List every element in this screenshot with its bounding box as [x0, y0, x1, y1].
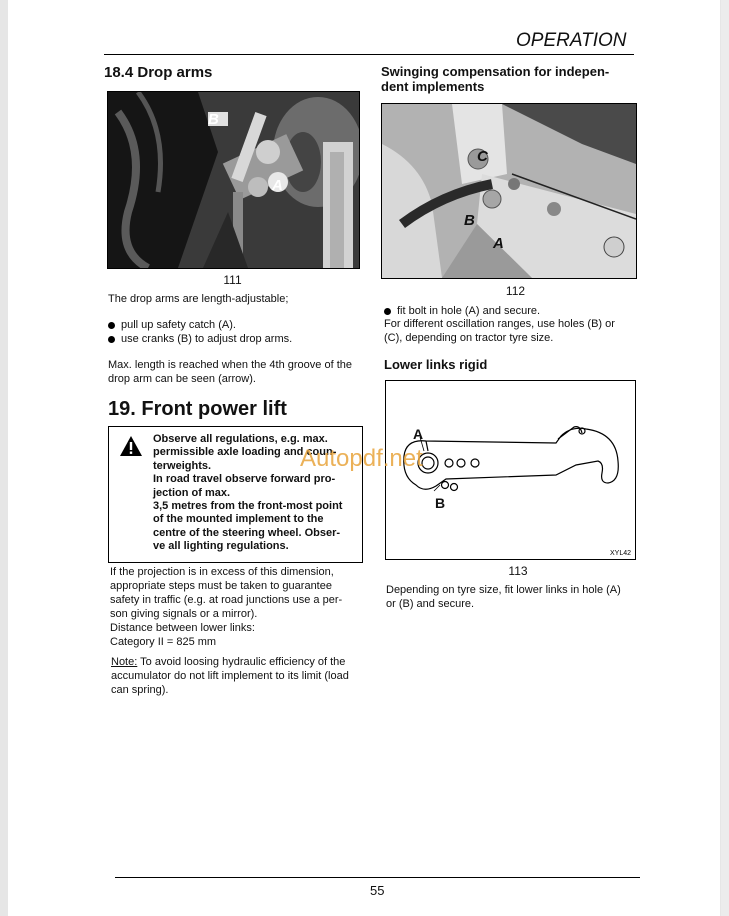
bullet-icon [108, 322, 115, 329]
depending-paragraph: Depending on tyre size, fit lower links in hole (A) or (B) and secure. [386, 584, 621, 610]
drop-arms-bullet: pull up safety catch (A). [108, 318, 236, 332]
footer-rule [115, 877, 640, 878]
swinging-compensation-photo-illustration [382, 104, 636, 278]
warning-triangle-icon [119, 435, 143, 457]
max-length-line-1: Max. length is reached when the 4th groove of the [108, 359, 352, 371]
vertical-scrollbar[interactable] [721, 0, 729, 916]
figure-111-photo [107, 91, 360, 269]
header-title: OPERATION [516, 30, 627, 51]
oscillation-paragraph: For different oscillation ranges, use holes (B) or (C), depending on tractor tyre size. [384, 318, 615, 344]
lower-link-line-drawing [386, 381, 635, 559]
section-title-drop-arms: 18.4 Drop arms [104, 64, 213, 81]
fig111-label-b: B [208, 111, 219, 128]
projection-paragraph: If the projection is in excess of this dimension, appropriate steps must be taken to guarantee safety in traffic (e.g. at road junctions use a per- son giving signals or a mirror). Distance between lower links: Category II = 825 mm [110, 566, 343, 648]
fig112-label-b: B [464, 212, 475, 229]
figure-112-caption: 112 [505, 284, 526, 298]
manual-page [8, 0, 720, 916]
note-label: Note: [111, 656, 138, 668]
fig112-label-a: A [493, 235, 504, 252]
section-title-swinging-compensation: Swinging compensation for indepen- dent implements [381, 64, 610, 94]
max-length-line-2: drop arm can be seen (arrow). [108, 373, 256, 385]
figure-111-caption: 111 [223, 273, 242, 287]
note-paragraph: Note: To avoid loosing hydraulic efficiency of the accumulator do not lift implement to its limit (load can spring). [111, 656, 349, 696]
fig111-label-a: A [272, 177, 283, 194]
bullet-icon [108, 336, 115, 343]
warning-text: Observe all regulations, e.g. max. permissible axle loading and coun- terweights. In road travel observe forward pro- jection of max. 3,5 metres from the front-most point of the mounted implement to the centre of the steering wheel. Obser- ve all lighting regulations. [153, 433, 343, 553]
watermark-text: Autopdf.net [300, 445, 423, 472]
drop-arms-intro: The drop arms are length-adjustable; [108, 293, 289, 305]
figure-112-photo [381, 103, 637, 279]
drop-arm-photo-illustration [108, 92, 359, 268]
swinging-bullet: fit bolt in hole (A) and secure. [384, 304, 540, 318]
drop-arms-bullet: use cranks (B) to adjust drop arms. [108, 332, 292, 346]
bullet-icon [384, 308, 391, 315]
section-title-lower-links-rigid: Lower links rigid [384, 357, 488, 372]
figure-113-caption: 113 [508, 564, 528, 578]
section-title-front-power-lift: 19. Front power lift [108, 398, 287, 420]
fig113-label-a: A [413, 426, 424, 442]
page-number: 55 [370, 883, 385, 898]
fig113-code: XYL42 [610, 550, 632, 557]
fig112-label-c: C [477, 148, 488, 165]
fig113-label-b: B [435, 495, 446, 511]
header-rule [104, 54, 634, 55]
